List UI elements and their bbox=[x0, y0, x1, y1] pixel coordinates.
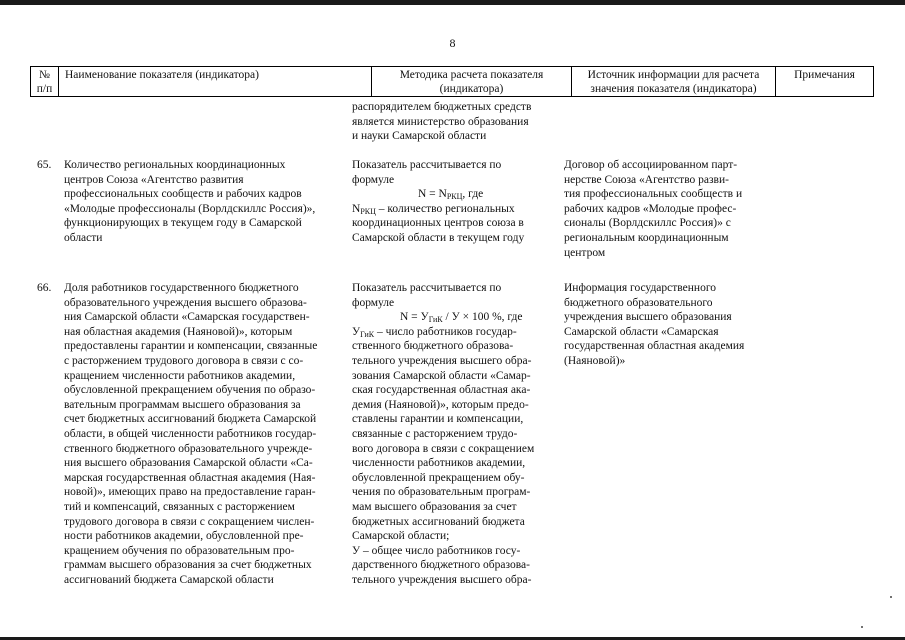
text-line: «Молодые профессионалы (Ворлдскиллс Россия)», bbox=[64, 202, 316, 215]
text-line: центров Союза «Агентство развития bbox=[64, 173, 244, 186]
formula-subscript: ГиК bbox=[428, 315, 443, 325]
header-name: Наименование показателя (индикатора) bbox=[59, 67, 372, 96]
definition-text: – число работников государ- bbox=[374, 325, 517, 338]
text-line: тельного учреждения высшего обра- bbox=[352, 354, 532, 367]
text-line: Самарской области «Самарская bbox=[564, 325, 719, 338]
text-line: рабочих кадров «Молодые профес- bbox=[564, 202, 737, 215]
text-line: связанные с расторжением трудо- bbox=[352, 427, 518, 440]
text-line: демия (Наяновой)», которым предо- bbox=[352, 398, 529, 411]
text-line: нерстве Союза «Агентство разви- bbox=[564, 173, 729, 186]
text-line: координационных центров союза в bbox=[352, 217, 524, 230]
row-65-name bbox=[64, 158, 315, 246]
text-line: ская государственная областная ака- bbox=[352, 384, 531, 397]
formula-subscript: РКЦ bbox=[446, 192, 463, 202]
text-line: бюджетных ассигнований бюджета bbox=[352, 515, 525, 528]
text-line: ственного бюджетного образова- bbox=[352, 340, 514, 353]
text-line: кращением численности работников академии, bbox=[64, 369, 296, 382]
text-line: ассигнований бюджета Самарской области bbox=[64, 573, 274, 586]
text-line: тия профессиональных сообществ и bbox=[564, 188, 743, 201]
text-line: распорядителем бюджетных средств bbox=[352, 101, 532, 113]
text-line: области, в общей численности работников государ- bbox=[64, 427, 317, 440]
row-65-num: 65. bbox=[37, 159, 52, 171]
text-line: Самарской области; bbox=[352, 530, 450, 543]
scan-speck bbox=[861, 626, 863, 628]
text-line: Самарской области в текущем году bbox=[352, 231, 525, 244]
text-line: У – общее число работников госу- bbox=[352, 544, 521, 557]
formula-lhs: N = У bbox=[400, 311, 429, 324]
formula bbox=[352, 310, 534, 325]
text-line: тий и компенсаций, связанных с расторжением bbox=[64, 500, 295, 513]
row-66-num: 66. bbox=[37, 282, 52, 294]
text-line: вательным программам высшего образования за bbox=[64, 398, 301, 411]
text-line: (Наяновой)» bbox=[564, 354, 626, 367]
row-66-method bbox=[352, 281, 534, 587]
text-line: Договор об ассоциированном парт- bbox=[564, 159, 738, 171]
header-notes: Примечания bbox=[794, 69, 855, 81]
text-line: кращением обучения по образовательным про- bbox=[64, 544, 295, 557]
text-line: ния высшего образования Самарской области «Са- bbox=[64, 457, 313, 470]
text-line: образовательного учреждения высшего образова- bbox=[64, 296, 307, 309]
text-line: ния Самарской области «Самарская государствен- bbox=[64, 311, 310, 324]
text-line: ственного бюджетного образовательного учрежде- bbox=[64, 442, 313, 455]
text-line: функционирующих в текущем году в Самарской bbox=[64, 217, 302, 230]
text-line: граммам высшего образования за счет бюджетных bbox=[64, 559, 312, 572]
text-line: Показатель рассчитывается по bbox=[352, 282, 502, 294]
text-line: зования Самарской области «Самар- bbox=[352, 369, 531, 382]
text-line: области bbox=[64, 231, 103, 244]
text-line: обусловленной прекращением обу- bbox=[352, 471, 525, 484]
text-line: Количество региональных координационных bbox=[64, 159, 286, 171]
text-line: обусловленной прекращением обучения по образо- bbox=[64, 384, 316, 397]
definition-text: – количество региональных bbox=[375, 202, 515, 215]
header-source-line: значения показателя (индикатора) bbox=[590, 83, 757, 95]
scan-speck bbox=[890, 596, 892, 598]
definition-line bbox=[352, 202, 524, 217]
header-method-line: (индикатора) bbox=[439, 83, 504, 95]
row-65-method bbox=[352, 158, 524, 246]
row-65-source bbox=[564, 158, 742, 260]
text-line: чения по образовательным програм- bbox=[352, 486, 531, 499]
text-line: предоставлены гарантии и компенсации, связанные bbox=[64, 340, 318, 353]
text-line: Информация государственного bbox=[564, 282, 716, 294]
formula-rest: , где bbox=[462, 188, 484, 201]
header-method-line: Методика расчета показателя bbox=[399, 69, 544, 81]
header-source bbox=[572, 67, 776, 96]
text-line: ная областная академия (Наяновой)», которым bbox=[64, 325, 293, 338]
table-header bbox=[30, 66, 874, 97]
row-66-name bbox=[64, 281, 317, 587]
text-line: региональным координационным bbox=[564, 231, 729, 244]
text-line: марская государственная областная академия (Ная- bbox=[64, 471, 316, 484]
header-num bbox=[31, 67, 59, 96]
header-num-line: № bbox=[39, 69, 50, 81]
header-num-line: п/п bbox=[36, 83, 53, 95]
text-line: и науки Самарской области bbox=[352, 130, 487, 143]
text-line: мам высшего образования за счет bbox=[352, 500, 517, 513]
text-line: вого договора в связи с сокращением bbox=[352, 442, 535, 455]
page-number: 8 bbox=[449, 36, 456, 50]
text-line: Доля работников государственного бюджетного bbox=[64, 282, 299, 294]
formula-lhs: N = N bbox=[418, 188, 447, 201]
header-method bbox=[372, 67, 572, 96]
text-line: тельного учреждения высшего обра- bbox=[352, 573, 532, 586]
definition-symbol: N bbox=[352, 202, 361, 215]
definition-symbol: У bbox=[352, 325, 361, 338]
header-source-line: Источник информации для расчета bbox=[587, 69, 760, 81]
top-scan-border bbox=[0, 0, 905, 5]
formula-rest: / У × 100 %, где bbox=[442, 311, 523, 324]
text-line: профессиональных сообществ и рабочих кадров bbox=[64, 188, 302, 201]
text-line: является министерство образования bbox=[352, 115, 529, 128]
text-line: центром bbox=[564, 246, 606, 259]
text-line: Показатель рассчитывается по bbox=[352, 159, 502, 171]
text-line: формуле bbox=[352, 296, 395, 309]
text-line: сионалы (Ворлдскиллс Россия)» с bbox=[564, 217, 731, 230]
text-line: новой)», имеющих право на предоставление гаран- bbox=[64, 486, 316, 499]
formula bbox=[352, 187, 524, 202]
text-line: дарственного бюджетного образова- bbox=[352, 559, 530, 572]
text-line: формуле bbox=[352, 173, 395, 186]
text-line: численности работников академии, bbox=[352, 457, 526, 470]
text-line: государственная областная академия bbox=[564, 340, 745, 353]
text-line: трудового договора в связи с сокращением числен- bbox=[64, 515, 315, 528]
definition-subscript: ГиК bbox=[360, 329, 375, 339]
text-line: с расторжением трудового договора в связи с со- bbox=[64, 354, 304, 367]
continuation-method bbox=[352, 100, 531, 144]
text-line: ставлены гарантии и компенсации, bbox=[352, 413, 524, 426]
definition-line bbox=[352, 325, 534, 340]
text-line: бюджетного образовательного bbox=[564, 296, 713, 309]
text-line: ности работников академии, обусловленной пре- bbox=[64, 530, 304, 543]
text-line: учреждения высшего образования bbox=[564, 311, 732, 324]
row-66-source bbox=[564, 281, 744, 369]
definition-subscript: РКЦ bbox=[360, 206, 376, 216]
text-line: счет бюджетных ассигнований бюджета Самарской bbox=[64, 413, 317, 426]
